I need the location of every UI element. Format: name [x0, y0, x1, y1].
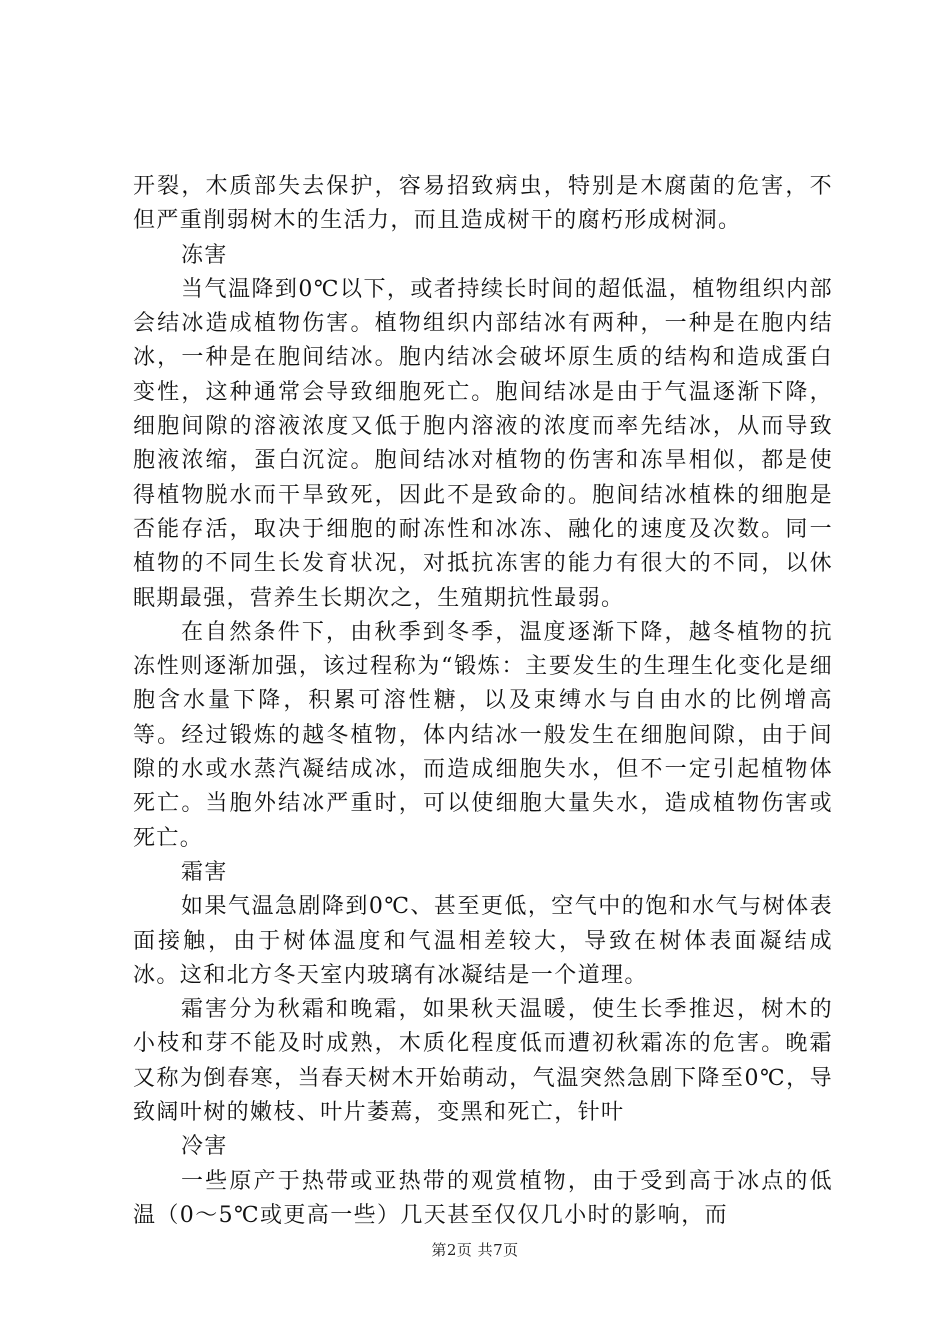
paragraph: 霜害分为秋霜和晚霜，如果秋天温暖，使生长季推迟，树木的小枝和芽不能及时成熟，木质化程度低而遭初秋霜冻的危害。晚霜又称为倒春寒，当春天树木开始萌动，气温突然急剧下降至0℃，导致阔叶树的嫩枝、叶片萎蔫，变黑和死亡，针叶: [133, 997, 833, 1126]
paragraph: 开裂，木质部失去保护，容易招致病虫，特别是木腐菌的危害，不但严重削弱树木的生活力，而且造成树干的腐朽形成树洞。: [133, 174, 833, 234]
section-heading-frost: 霜害: [181, 859, 228, 885]
paragraph: 一些原产于热带或亚热带的观赏植物，由于受到高于冰点的低温（0～5℃或更高一些）几天甚至仅仅几小时的影响，而: [133, 1168, 833, 1228]
paragraph: 在自然条件下，由秋季到冬季，温度逐渐下降，越冬植物的抗冻性则逐渐加强，该过程称为“锻炼：主要发生的生理生化变化是细胞含水量下降，积累可溶性糖，以及束缚水与自由水的比例增高等。经过锻炼的越冬植物，体内结冰一般发生在细胞间隙，由于间隙的水或水蒸汽凝结成冰，而造成细胞失水，但不一定引起植物体死亡。当胞外结冰严重时，可以使细胞大量失水，造成植物伤害或死亡。: [133, 619, 833, 851]
document-body: [133, 170, 833, 1233]
paragraph: 如果气温急剧降到0℃、甚至更低，空气中的饱和水气与树体表面接触，由于树体温度和气温相差较大，导致在树体表面凝结成冰。这和北方冬天室内玻璃有冰凝结是一个道理。: [133, 894, 833, 988]
paragraph: 当气温降到0℃以下，或者持续长时间的超低温，植物组织内部会结冰造成植物伤害。植物组织内部结冰有两种，一种是在胞内结冰，一种是在胞间结冰。胞内结冰会破坏原生质的结构和造成蛋白变性，这种通常会导致细胞死亡。胞间结冰是由于气温逐渐下降，细胞间隙的溶液浓度又低于胞内溶液的浓度而率先结冰，从而导致胞液浓缩，蛋白沉淀。胞间结冰对植物的伤害和冻旱相似，都是使得植物脱水而干旱致死，因此不是致命的。胞间结冰植株的细胞是否能存活，取决于细胞的耐冻性和冰冻、融化的速度及次数。同一植物的不同生长发育状况，对抵抗冻害的能力有很大的不同，以休眠期最强，营养生长期次之，生殖期抗性最弱。: [133, 276, 833, 611]
section-heading-frost-damage: 冻害: [181, 242, 228, 268]
section-heading-chilling-damage: 冷害: [181, 1134, 228, 1160]
page-number-footer: 第2页 共7页: [431, 1241, 519, 1259]
